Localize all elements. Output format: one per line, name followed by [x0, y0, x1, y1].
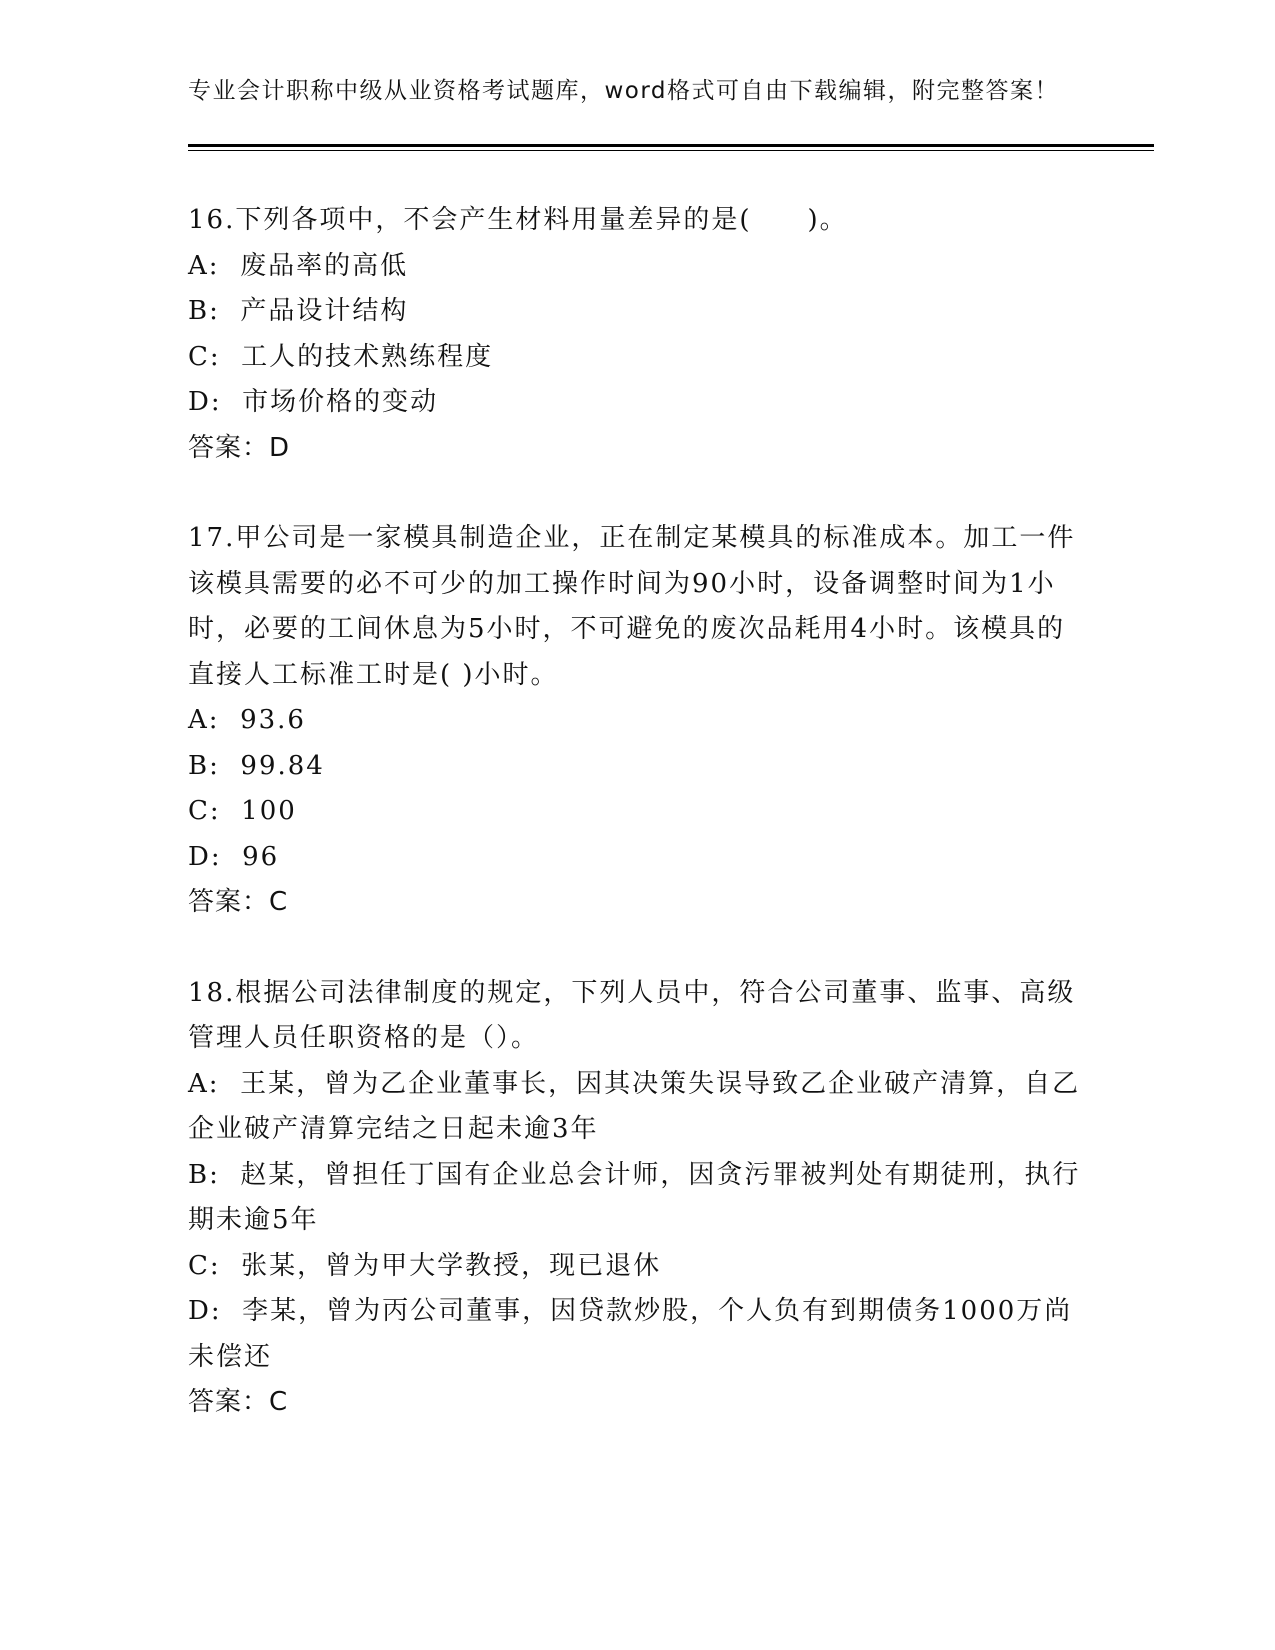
answer: 答案：D [188, 432, 291, 463]
option-a: A: 93.6 [188, 705, 306, 735]
option-c: C: 工人的技术熟练程度 [188, 341, 494, 372]
question-stem: 16.下列各项中，不会产生材料用量差异的是( )。 [188, 205, 848, 235]
header-divider [188, 144, 1154, 151]
option-b: B: 产品设计结构 [188, 296, 409, 326]
answer: 答案：C [188, 887, 289, 917]
question-stem: 18.根据公司法律制度的规定，下列人员中，符合公司董事、监事、高级管理人员任职资格的是（）。 [188, 977, 1076, 1053]
option-a: A: 废品率的高低 [188, 250, 409, 281]
option-c: C: 100 [188, 796, 297, 826]
question-list [188, 198, 1088, 1471]
option-c: C: 张某，曾为甲大学教授，现已退休 [188, 1250, 662, 1281]
option-a: A: 王某，曾为乙企业董事长，因其决策失误导致乙企业破产清算，自乙企业破产清算完结之日起未逾3年 [188, 1068, 1081, 1144]
option-d: D: 96 [188, 841, 280, 872]
option-b: B: 99.84 [188, 750, 325, 781]
question-18 [188, 971, 1088, 1426]
question-stem: 17.甲公司是一家模具制造企业，正在制定某模具的标准成本。加工一件该模具需要的必不可少的加工操作时间为90小时，设备调整时间为1小时，必要的工间休息为5小时，不可避免的废次品耗用4小时。该模具的直接人工标准工时是( )小时。 [188, 523, 1076, 690]
answer: 答案：C [188, 1387, 289, 1417]
question-16 [188, 198, 1088, 471]
option-b: B: 赵某，曾担任丁国有企业总会计师，因贪污罪被判处有期徒刑，执行期未逾5年 [188, 1159, 1081, 1235]
option-d: D: 市场价格的变动 [188, 387, 439, 417]
option-d: D: 李某，曾为丙公司董事，因贷款炒股，个人负有到期债务1000万尚未偿还 [188, 1296, 1073, 1372]
page-header: 专业会计职称中级从业资格考试题库，word格式可自由下载编辑，附完整答案！ [188, 78, 1060, 104]
question-17 [188, 516, 1088, 926]
